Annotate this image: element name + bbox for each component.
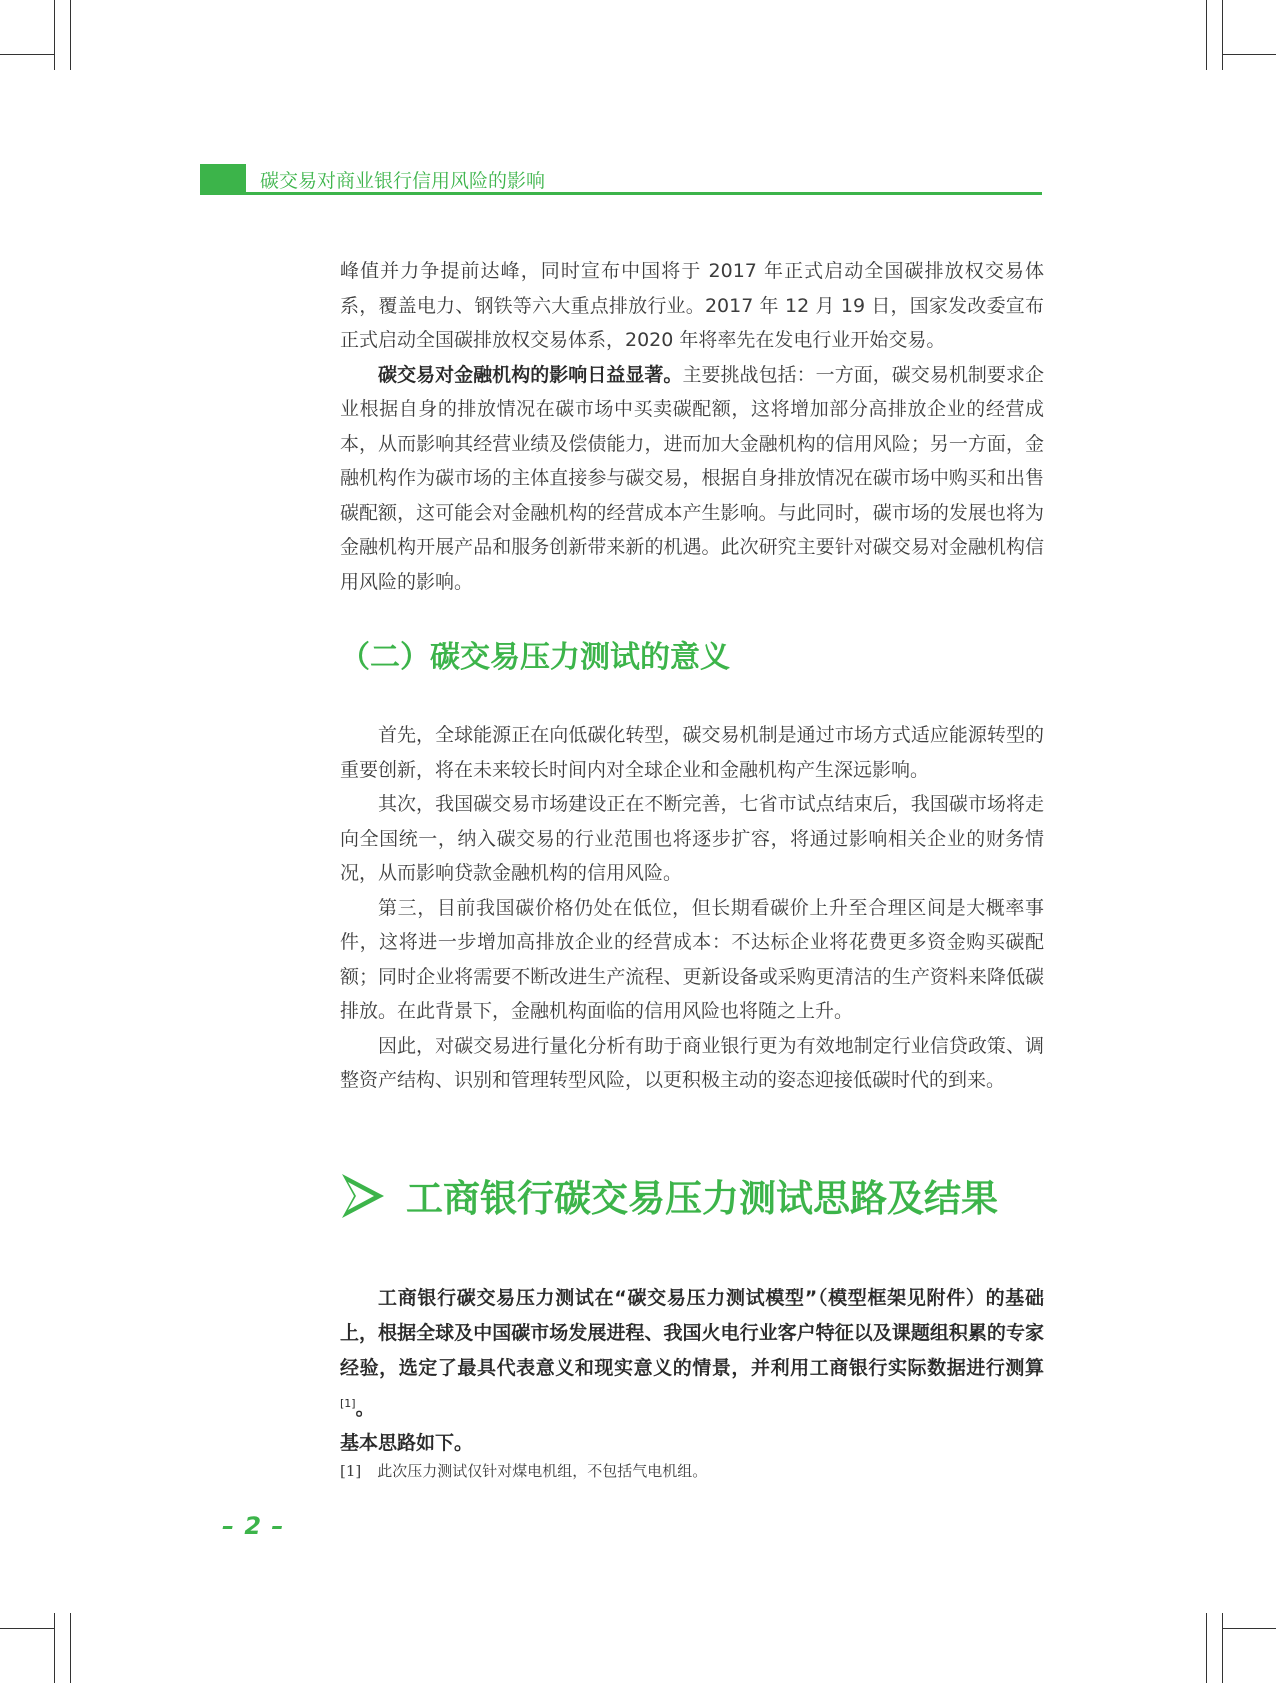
- challenge-paragraph: [340, 358, 1044, 600]
- header-rule: [200, 192, 1042, 195]
- significance-paragraph-4: 因此，对碳交易进行量化分析有助于商业银行更为有效地制定行业信贷政策、调整资产结构、识别和管理转型风险，以更积极主动的姿态迎接低碳时代的到来。: [340, 1034, 1044, 1091]
- footnote: [340, 1460, 707, 1481]
- challenge-body: 主要挑战包括：一方面，碳交易机制要求企业根据自身的排放情况在碳市场中买卖碳配额，这将增加部分高排放企业的经营成本，从而影响其经营业绩及偿债能力，进而加大金融机构的信用风险；另一方面，金融机构作为碳市场的主体直接参与碳交易，根据自身排放情况在碳市场中购买和出售碳配额，这可能会对金融机构的经营成本产生影响。与此同时，碳市场的发展也将为金融机构开展产品和服务创新带来新的机遇。此次研究主要针对碳交易对金融机构信用风险的影响。: [340, 363, 1044, 593]
- crop-mark-br-v2: [1222, 1613, 1223, 1683]
- arrow-bullet-icon: [340, 1172, 386, 1220]
- crop-mark-bl-h: [0, 1628, 54, 1629]
- subsection-heading: （二）碳交易压力测试的意义: [340, 640, 730, 675]
- crop-mark-tr-v: [1206, 0, 1207, 70]
- page-number: – 2 –: [222, 1512, 285, 1540]
- significance-paragraph-2: 其次，我国碳交易市场建设正在不断完善，七省市试点结束后，我国碳市场将走向全国统一，纳入碳交易的行业范围也将逐步扩容，将通过影响相关企业的财务情况，从而影响贷款金融机构的信用风险。: [340, 793, 1044, 884]
- footnote-text: 此次压力测试仅针对煤电机组，不包括气电机组。: [377, 1462, 708, 1480]
- approach-text: 工商银行碳交易压力测试在“碳交易压力测试模型”（模型框架见附件）的基础上，根据全球及中国碳市场发展进程、我国火电行业客户特征以及课题组积累的专家经验，选定了最具代表意义和现实意义的情景，并利用工商银行实际数据进行测算: [340, 1287, 1044, 1379]
- crop-mark-bl-v: [70, 1613, 71, 1683]
- crop-mark-br-h: [1222, 1628, 1276, 1629]
- crop-mark-tl-h: [0, 54, 54, 55]
- approach-paragraph: [340, 1281, 1044, 1426]
- running-header: [200, 164, 1042, 194]
- significance-paragraph-3: 第三，目前我国碳价格仍处在低位，但长期看碳价上升至合理区间是大概率事件，这将进一步增加高排放企业的经营成本：不达标企业将花费更多资金购买碳配额；同时企业将需要不断改进生产流程、更新设备或采购更清洁的生产资料来降低碳排放。在此背景下，金融机构面临的信用风险也将随之上升。: [340, 896, 1044, 1022]
- approach-text-block: [340, 1281, 1044, 1461]
- intro-text-block: [340, 254, 1044, 599]
- intro-paragraph: 峰值并力争提前达峰，同时宣布中国将于 2017 年正式启动全国碳排放权交易体系，覆盖电力、钢铁等六大重点排放行业。2017 年 12 月 19 日，国家发改委宣布正式启动全国碳排放权交易体系，2020 年将率先在发电行业开始交易。: [340, 260, 1044, 351]
- significance-text-block: [340, 718, 1044, 1098]
- header-title: 碳交易对商业银行信用风险的影响: [260, 170, 546, 192]
- crop-mark-tr-h: [1222, 54, 1276, 55]
- header-color-block: [200, 164, 246, 194]
- crop-mark-tr-v2: [1222, 0, 1223, 70]
- crop-mark-tl-v: [70, 0, 71, 70]
- approach-end: 。: [355, 1397, 375, 1420]
- crop-mark-br-v: [1206, 1613, 1207, 1683]
- footnote-reference[interactable]: [1]: [340, 1397, 356, 1410]
- crop-mark-bl-v2: [54, 1613, 55, 1683]
- challenge-lead: 碳交易对金融机构的影响日益显著。: [378, 363, 683, 386]
- footnote-mark: [1]: [340, 1462, 362, 1480]
- approach-summary: 基本思路如下。: [340, 1432, 474, 1455]
- main-heading-text: 工商银行碳交易压力测试思路及结果: [406, 1177, 998, 1220]
- crop-mark-tl-v2: [54, 0, 55, 70]
- significance-paragraph-1: 首先，全球能源正在向低碳化转型，碳交易机制是通过市场方式适应能源转型的重要创新，将在未来较长时间内对全球企业和金融机构产生深远影响。: [340, 724, 1044, 781]
